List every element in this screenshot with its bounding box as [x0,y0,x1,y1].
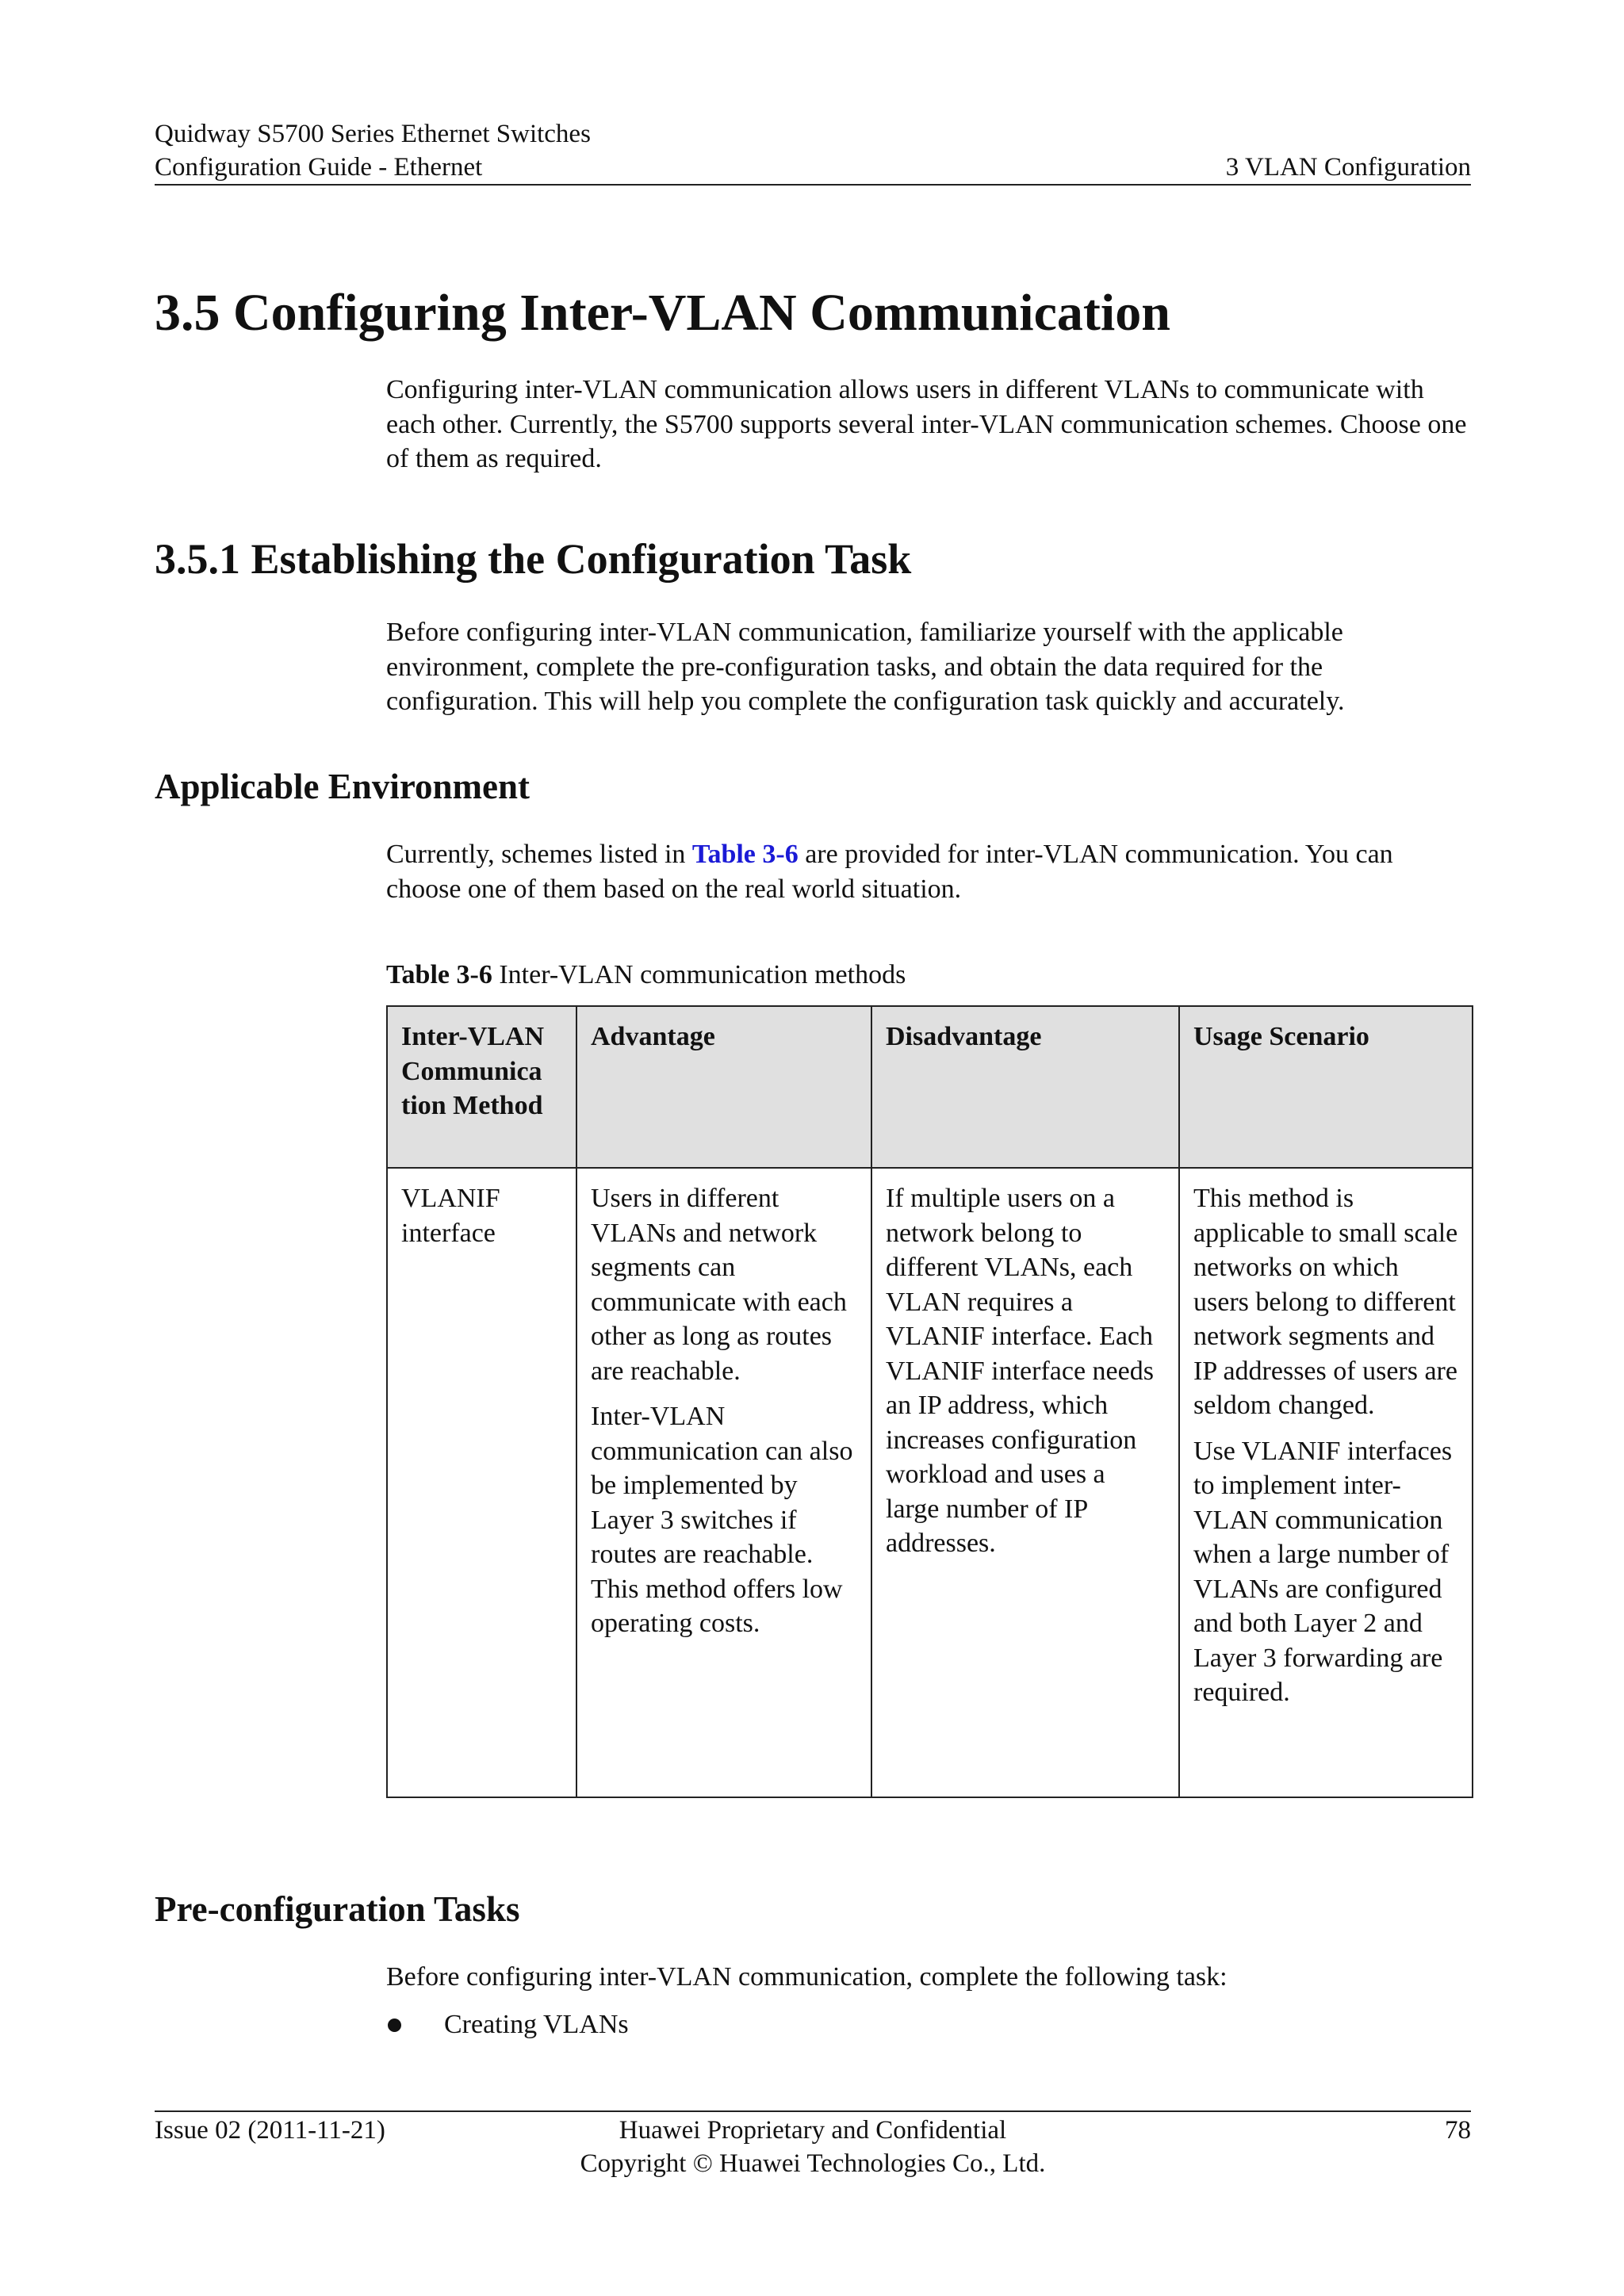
advantage-paragraph-2: Inter-VLAN communication can also be implemented by Layer 3 switches if routes are reachable. This method offers low operating costs. [591,1402,853,1638]
page-number: 78 [1445,2116,1471,2145]
bullet-icon [388,2019,401,2032]
header-product-title: Quidway S5700 Series Ethernet Switches [155,120,591,148]
preconfiguration-text: Before configuring inter-VLAN communication, complete the following task: [386,1962,1228,1992]
footer-copyright: Copyright © Huawei Technologies Co., Ltd. [580,2149,1046,2178]
table-caption [386,958,906,993]
preconfiguration-heading: Pre-configuration Tasks [155,1889,520,1929]
column-header-method: Inter-VLAN Communica tion Method [387,1006,576,1168]
header-divider [155,184,1471,186]
column-header-usage-scenario: Usage Scenario [1179,1006,1473,1168]
applicable-environment-heading: Applicable Environment [155,767,530,806]
cell-usage-scenario [1179,1168,1473,1797]
applicable-text-after: are provided for inter-VLAN communication. You can choose one of them based on the real world situation. [386,840,1393,904]
subsection-intro: Before configuring inter-VLAN communication, familiarize yourself with the applicable environment, complete the pre-configuration tasks, and obtain the data required for the configuration. This will help you complete the configuration task quickly and accurately. [386,618,1345,716]
inter-vlan-methods-table [386,1005,1473,1798]
header-guide-title: Configuration Guide - Ethernet [155,153,483,182]
table-3-6-link[interactable]: Table 3-6 [691,840,799,869]
cell-advantage [576,1168,871,1797]
table-header-row [387,1006,1473,1168]
column-header-advantage: Advantage [576,1006,871,1168]
cell-method: VLANIF interface [387,1168,576,1797]
advantage-paragraph-1: Users in different VLANs and network segments can communicate with each other as long as routes are reachable. [591,1184,847,1386]
list-item [386,2007,629,2042]
table-row [387,1168,1473,1797]
usage-paragraph-1: This method is applicable to small scale networks on which users belong to different network segments and IP addresses of users are seldom changed. [1193,1184,1458,1420]
footer-divider [155,2110,1471,2112]
footer-confidential: Huawei Proprietary and Confidential [619,2116,1007,2145]
table-caption-label: Table 3-6 [386,960,492,989]
section-intro: Configuring inter-VLAN communication allows users in different VLANs to communicate with each other. Currently, the S5700 supports several inter-VLAN communication schemes. Choose one of them as required. [386,375,1467,473]
list-item-text: Creating VLANs [444,2010,629,2039]
applicable-text-before: Currently, schemes listed in [386,840,692,869]
subsection-title: 3.5.1 Establishing the Configuration Task [155,535,912,583]
cell-disadvantage: If multiple users on a network belong to different VLANs, each VLAN requires a VLANIF interface. Each VLANIF interface needs an IP address, which increases configuration workload and uses a large number of IP addresses. [871,1168,1179,1797]
footer-copyright-block [155,2114,1471,2180]
column-header-disadvantage: Disadvantage [871,1006,1179,1168]
applicable-environment-text [386,837,1473,906]
footer-issue: Issue 02 (2011-11-21) [155,2116,385,2145]
header-chapter-title: 3 VLAN Configuration [1225,153,1471,182]
section-title: 3.5 Configuring Inter-VLAN Communication [155,284,1170,342]
page-header [155,117,1471,184]
table-caption-text: Inter-VLAN communication methods [492,960,906,989]
usage-paragraph-2: Use VLANIF interfaces to implement inter-VLAN communication when a large number of VLANs are configured and both Layer 2 and Layer 3 forwarding are required. [1193,1436,1453,1707]
